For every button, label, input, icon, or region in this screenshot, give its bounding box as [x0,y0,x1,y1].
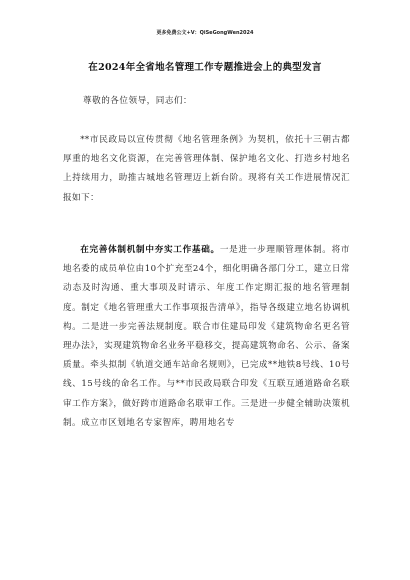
paragraph-lead-heading: 在完善体制机制中夯实工作基础。 [80,245,220,255]
paragraph-text: **市民政局以宣传贯彻《地名管理条例》为契机，依托十三朝古都厚重的地名文化资源，在完善管理体制、保护地名文化、打造乡村地名上持续用力，助推古城地名管理迈上新台阶。现将有关工作进展情况汇报如下： [63,135,350,203]
document-title: 在2024年全省地名管理工作专题推进会上的典型发言 [88,62,322,73]
paragraph-text: 一是进一步理顺管理体制。将市地名委的成员单位由10个扩充至24个，细化明确各部门分工，建立日常动态及时沟通、重大事项及时请示、年度工作定期汇报的地名管理制度。制定《地名管理重大工作事项报告清单》，指导各级建立地名协调机构。二是进一步完善法规制度。联合市住建局印发《建筑物命名更名管理办法》，实现建筑物命名业务平稳移交，提高建筑物命名、公示、备案质量。牵头拟制《轨道交通车站命名规则》，已完成**地铁8号线、10号线、15号线的命名工作。与**市民政局联合印发《互联互通道路命名联审工作方案》，做好跨市道路命名联审工作。三是进一步健全辅助决策机制。成立市区划地名专家智库，聘用地名专 [63,245,350,428]
header-note: 更多免费公文+V：QiSeGongWen2024 [156,30,254,36]
body-paragraph [63,131,350,208]
salutation: 尊敬的各位领导，同志们： [83,96,193,106]
body-paragraph [63,241,350,433]
